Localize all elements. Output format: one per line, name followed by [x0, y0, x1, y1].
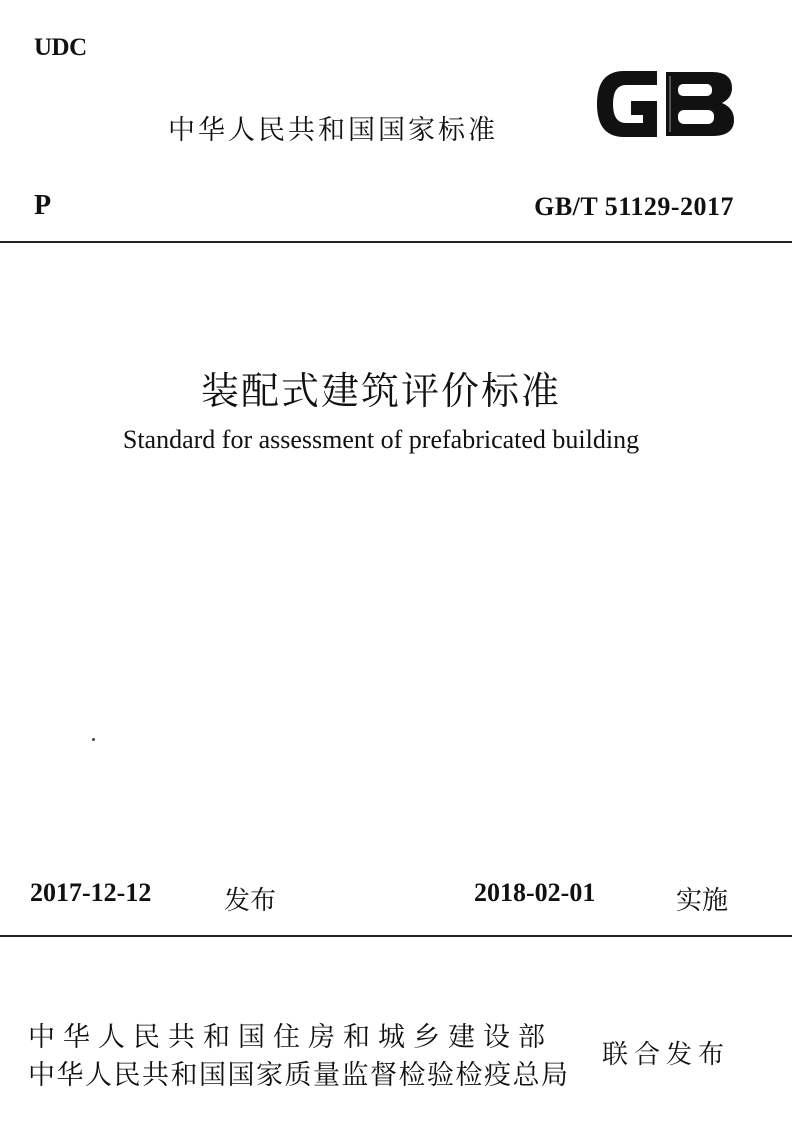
- joint-issue-label: 联合发布: [602, 1040, 731, 1070]
- top-divider: [0, 241, 792, 243]
- issuer-ministry-housing: 中华人民共和国住房和城乡建设部: [28, 1022, 553, 1053]
- issue-date: 2017-12-12: [30, 878, 152, 907]
- title-chinese: 装配式建筑评价标准: [200, 371, 561, 413]
- issuer-aqsiq: 中华人民共和国国家质量监督检验检疫总局: [28, 1060, 570, 1091]
- gb-logo: [594, 66, 736, 142]
- standard-number: GB/T 51129-2017: [534, 192, 734, 221]
- scan-speck: [92, 738, 95, 741]
- category-code: P: [34, 190, 52, 221]
- title-english: Standard for assessment of prefabricated building: [122, 425, 640, 454]
- gb-logo-icon: [594, 66, 736, 142]
- effective-date: 2018-02-01: [474, 878, 596, 907]
- bottom-divider: [0, 935, 792, 937]
- effective-label: 实施: [676, 886, 729, 916]
- udc-label: UDC: [34, 34, 87, 61]
- national-standard-heading: 中华人民共和国国家标准: [168, 115, 498, 146]
- issue-label: 发布: [224, 886, 277, 916]
